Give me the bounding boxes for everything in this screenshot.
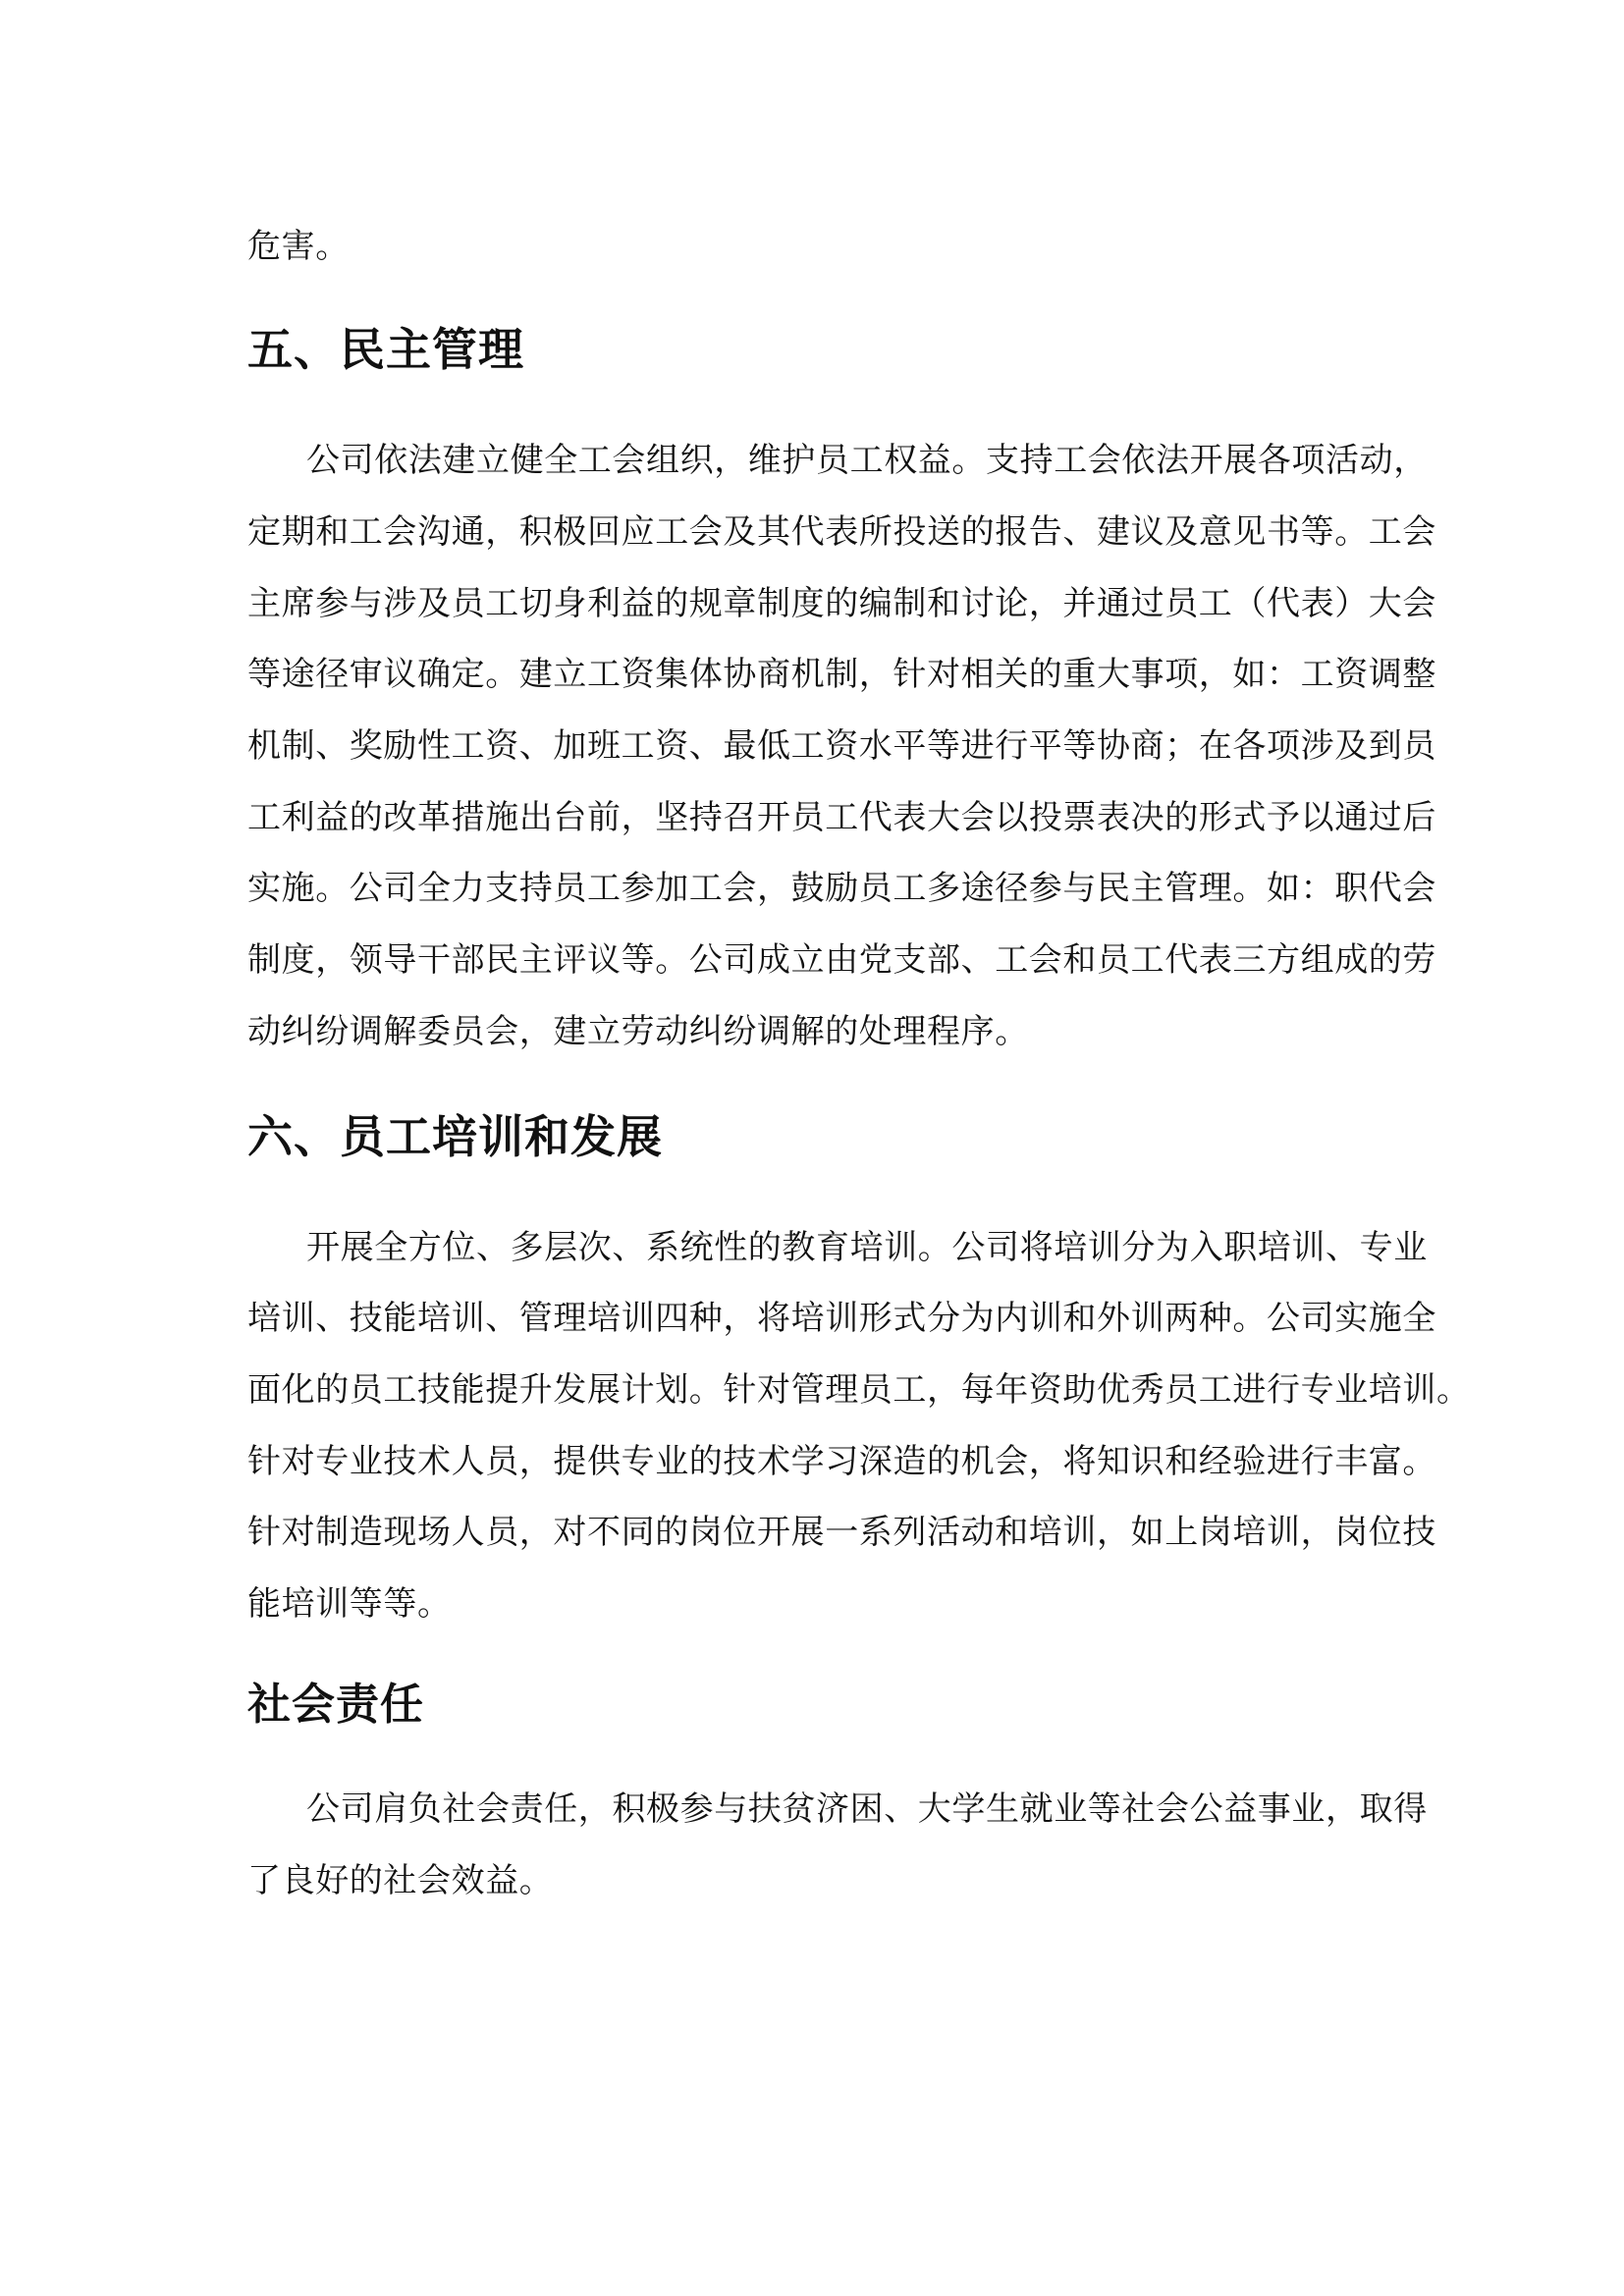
paragraph-line: 定期和工会沟通，积极回应工会及其代表所投送的报告、建议及意见书等。工会 [247,512,1436,552]
paragraph-line: 主席参与涉及员工切身利益的规章制度的编制和讨论，并通过员工（代表）大会 [247,584,1436,623]
paragraph-line: 制度，领导干部民主评议等。公司成立由党支部、工会和员工代表三方组成的劳 [247,940,1436,980]
paragraph-line: 工利益的改革措施出台前，坚持召开员工代表大会以投票表决的形式予以通过后 [247,798,1436,837]
section-heading-training-development: 六、员工培训和发展 [247,1110,663,1163]
paragraph-line: 开展全方位、多层次、系统性的教育培训。公司将培训分为入职培训、专业 [306,1228,1428,1267]
paragraph-line: 了良好的社会效益。 [247,1861,554,1900]
paragraph-line: 能培训等等。 [247,1584,452,1624]
intro-trailing-line: 危害。 [247,227,350,266]
paragraph-line: 动纠纷调解委员会，建立劳动纠纷调解的处理程序。 [247,1012,1029,1051]
paragraph-line: 针对专业技术人员，提供专业的技术学习深造的机会，将知识和经验进行丰富。 [247,1442,1436,1481]
paragraph-line: 培训、技能培训、管理培训四种，将培训形式分为内训和外训两种。公司实施全 [247,1299,1436,1338]
paragraph-line: 等途径审议确定。建立工资集体协商机制，针对相关的重大事项，如：工资调整 [247,655,1436,694]
paragraph-line: 公司肩负社会责任，积极参与扶贫济困、大学生就业等社会公益事业，取得 [306,1789,1428,1829]
section-heading-social-responsibility: 社会责任 [247,1680,424,1730]
paragraph-line: 针对制造现场人员，对不同的岗位开展一系列活动和培训，如上岗培训，岗位技 [247,1513,1436,1552]
section-heading-democratic-management: 五、民主管理 [247,323,524,376]
paragraph-line: 实施。公司全力支持员工参加工会，鼓励员工多途径参与民主管理。如：职代会 [247,869,1436,908]
paragraph-line: 面化的员工技能提升发展计划。针对管理员工，每年资助优秀员工进行专业培训。 [247,1370,1471,1410]
paragraph-line: 公司依法建立健全工会组织，维护员工权益。支持工会依法开展各项活动， [306,441,1428,480]
paragraph-line: 机制、奖励性工资、加班工资、最低工资水平等进行平等协商；在各项涉及到员 [247,726,1436,766]
